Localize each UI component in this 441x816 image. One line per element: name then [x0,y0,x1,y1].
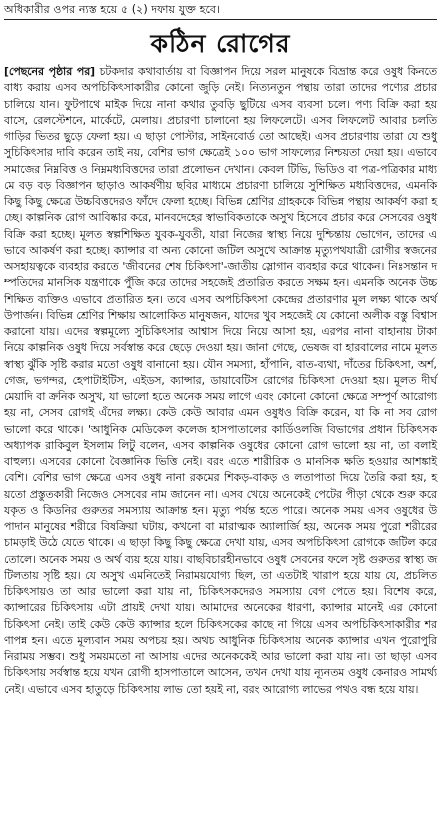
article-title: কঠিন রোগের [150,29,291,58]
article-body [4,64,437,698]
article-text: চটকদার কথাবার্তায় বা বিজ্ঞাপন দিয়ে সরল মানুষকে বিভ্রান্ত করে ওষুধ কিনতে বাধ্য করায় এসব অপচিকিৎসাকারীর কোনো জুড়ি নেই। নিত্যনতুন পন্থায় তারা তাদের পণ্যের প্রচার চালিয়ে যান। ফুটপাথে মাইক দিয়ে নানা কথার তুবড়ি ছুটিয়ে এসব ব্যবসা চলে। পণ্য বিক্রি করা হয় বাসে, রেলস্টেশনে, মার্কেটে, মেলায়। প্রচারণা চালানো হয় লিফলেটে। এসব লিফলেট আবার চলতি গাড়ির ভিতর ছুড়ে ফেলা হয়। এ ছাড়া পোস্টার, সাইনবোর্ড তো আছেই। এসব প্রচারণায় তারা যে শুধু সুচিকিৎসার দাবি করেন তাই নয়, বেশির ভাগ ক্ষেত্রেই ১০০ ভাগ সাফল্যের নিশ্চয়তা দেয়া হয়। এভাবে সমাজের নিম্নবিত্ত ও নিম্নমধ্যবিত্তদের তারা প্রলোভন দেখান। কেবল টিভি, ভিডিও বা পত্র-পত্রিকার মাধ্যমে বড় বড় বিজ্ঞাপন ছাড়াও আকর্ষণীয় ছবির মাধ্যমে প্রচারণা চালিয়ে সুশিক্ষিত মধ্যবিত্তদের, এমনকি কিছু কিছু ক্ষেত্রে উচ্চবিত্তদেরও ফাঁদে ফেলা হচ্ছে। বিভিন্ন শ্রেণির গ্রাহককে বিভিন্ন পন্থায় আকর্ষণ করা হচ্ছে। কাল্পনিক রোগ আবিষ্কার করে, মানবদেহের স্বাভাবিকতাকে অসুখ হিসেবে প্রচার করে সেসবের ওষুধ বিক্রি করা হচ্ছে। মূলত স্বল্পশিক্ষিত যুবক-যুবতী, যারা নিজের স্বাস্থ্য নিয়ে দুশ্চিন্তায় ভোগেন, তাদের এভাবে আকর্ষণ করা হচ্ছে। ক্যান্সার বা অন্য কোনো জটিল অসুখে আক্রান্ত মৃত্যুপথযাত্রী রোগীর স্বজনের অসহায়ত্বকে ব্যবহার করতে 'জীবনের শেষ চিকিৎসা'-জাতীয় স্লোগান ব্যবহার করে থাকেন। নিঃসন্তান দম্পতিদের মানসিক যন্ত্রণাকে পুঁজি করে তাদের সহজেই প্রতারিত করতে সক্ষম হন। এমনকি অনেক উচ্চশিক্ষিত ব্যক্তিও এভাবে প্রতারিত হন। তবে এসব অপচিকিৎসা কেন্দ্রের প্রতারণার মূল লক্ষ্য থাকে অর্থ উপার্জন। বিভিন্ন শ্রেণির শিক্ষায় আলোকিত মানুষজন, যাদের খুব সহজেই যে কোনো অলীক বস্তু বিশ্বাস করানো যায়। এদের স্বল্পমূল্যে সুচিকিৎসার আশ্বাস দিয়ে নিয়ে আসা হয়, এরপর নানা বাহানায় টাকা নিয়ে কাল্পনিক ওষুধ দিয়ে সর্বস্বান্ত করে ছেড়ে দেওয়া হয়। জানা গেছে, ভেষজ বা হারবালের নামে মূলত স্বাস্থ্য ঝুঁকি সৃষ্টি করার মতো ওষুধ বানানো হয়। যৌন সমস্যা, হাঁপানি, বাত-ব্যথা, দাঁতের চিকিৎসা, অর্শ, গেজ, ভগন্দর, হেপাটাইটিস, এইডস, ক্যান্সার, ডায়াবেটিস রোগের চিকিৎসা দেওয়া হয়। মূলত দীর্ঘমেয়াদি বা ক্রনিক অসুখ, যা ভালো হতে অনেক সময় লাগে এবং কোনো কোনো ক্ষেত্রে সম্পূর্ণ আরোগ্য হয় না, সেসব রোগই এঁদের লক্ষ্য। কেউ কেউ আবার এমন ওষুধও বিক্রি করেন, যা কি না সব রোগ ভালো করে থাকে। 'আধুনিক মেডিকেল কলেজ হাসপাতালের কার্ডিওলজি বিভাগের প্রধান চিকিৎসক অধ্যাপক রাকিবুল ইসলাম লিটু বলেন, এসব কাল্পনিক ওষুধের কোনো রোগ ভালো হয় না, তা বলাই বাহুল্য। এসবের কোনো বৈজ্ঞানিক ভিত্তি নেই। বরং এতে শারীরিক ও মানসিক ক্ষতি হওয়ার আশঙ্কাই বেশি। বেশির ভাগ ক্ষেত্রে এসব ওষুধ নানা রকমের শিকড়-বাকড় ও লতাপাতা দিয়ে তৈরি করা হয়, হয়তো প্রস্তুতকারী নিজেও সেসবের নাম জানেন না। এসব খেয়ে অনেকেই পেটের পীড়া থেকে শুরু করে যকৃত ও কিডনির গুরুতর সমস্যায় আক্রান্ত হন। মৃত্যু পর্যন্ত হতে পারে। অনেক সময় এসব ওষুধের উপাদান মানুষের শরীরে বিষক্রিয়া ঘটায়, কখনো বা মারাত্মক অ্যালার্জি হয়, অনেক সময় পুরো শরীরের চামড়াই উঠে যেতে থাকে। এ ছাড়া কিছু কিছু ক্ষেত্রে দেখা যায়, এসব অপচিকিৎসা রোগকে জটিল করে তোলে। অনেক সময় ও অর্থ ব্যয় হয়ে যায়। বাছবিচারহীনভাবে ওষুধ সেবনের ফলে সৃষ্ট গুরুতর স্বাস্থ্য জটিলতায় সৃষ্টি হয়। যে অসুখ এমনিতেই নিরাময়যোগ্য ছিল, তা এতটাই খারাপ হয়ে যায় যে, প্রচলিত চিকিৎসায়ও তা আর ভালো করা যায় না, চিকিৎসকদেরও সমস্যায় বেগ পেতে হয়। বিশেষ করে, ক্যান্সারের চিকিৎসায় এটা প্রায়ই দেখা যায়। আমাদের অনেকের ধারণা, ক্যান্সার মানেই এর কোনো চিকিৎসা নেই। তাই কেউ কেউ ক্যান্সার হলে চিকিৎসকের কাছে না গিয়ে এসব অপচিকিৎসাকারীর শরণাপন্ন হন। এতে মূল্যবান সময় অপচয় হয়। অথচ আধুনিক চিকিৎসায় অনেক ক্যান্সার এখন পুরোপুরি নিরাময় সম্ভব। শুধু সময়মতো না আসায় এদের অনেককেই আর ভালো করা যায় না। তা ছাড়া এসব চিকিৎসায় সর্বস্বান্ত হয়ে যখন রোগী হাসপাতালে আসেন, তখন দেখা যায় ন্যূনতম ওষুধ কেনারও সামর্থ্য নেই। এভাবে এসব হাতুড়ে চিকিৎসায় লাভ তো হয়ই না, বরং আরোগ্য লাভের পথও বন্ধ হয়ে যায়। [4,65,437,696]
previous-article-ending: অধিকারীর ওপর ন্যস্ত হয়ে ৫ (২) দফায় যুক্ত হবে। [4,2,437,20]
continued-marker: [পেছনের পৃষ্ঠার পর] [4,65,96,78]
